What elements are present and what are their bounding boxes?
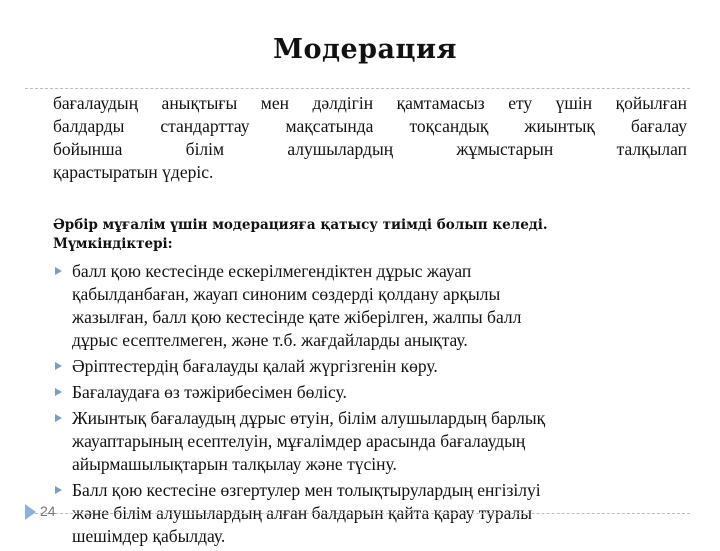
list-item-line: Жиынтық бағалаудың дұрыс өтуін, білім алушылардың барлық [72, 408, 546, 428]
definition-line: бойынша білім алушылардың жұмыстарын талқылап [53, 139, 687, 159]
list-item [53, 355, 693, 378]
benefits-heading-line: Әрбір мұғалім үшін модерацияға қатысу тиімді болып келеді. [53, 217, 548, 233]
list-item [53, 260, 693, 352]
bullet-triangle-icon [55, 362, 62, 370]
list-item-line: Әріптестердің бағалауды қалай жүргізгенін көру. [72, 356, 438, 376]
benefits-heading-line: Мүмкіндіктері: [53, 236, 173, 252]
list-item-line: Бағалаудаға өз тәжірибесімен бөлісу. [72, 382, 347, 402]
bullet-triangle-icon [55, 414, 62, 422]
slide-title: Модерация [273, 34, 457, 65]
list-item-line: жазылған, балл қою кестесінде қате жіберілген, жалпы балл [72, 307, 522, 327]
list-item-line: айырмашылықтарын талқылау және түсіну. [72, 454, 397, 474]
bullet-triangle-icon [55, 267, 62, 275]
list-item-line: шешімдер қабылдау. [72, 526, 226, 546]
definition-line: қарастыратын үдеріс. [53, 162, 214, 182]
definition-line: балдарды стандарттау мақсатында тоқсандық жиынтық бағалау [53, 116, 687, 136]
corner-triangle-icon [25, 504, 36, 520]
list-item-line: Балл қою кестесіне өзгертулер мен толықтырулардың енгізілуі [72, 480, 541, 500]
list-item-line: қабылданбаған, жауап синоним сөздерді қолдану арқылы [72, 284, 501, 304]
definition-line: бағалаудың анықтығы мен дәлдігін қамтамасыз ету үшін қойылған [53, 93, 687, 113]
list-item [53, 381, 693, 404]
definition-paragraph [53, 92, 687, 184]
list-item-line: жауаптарының есептелуін, мұғалімдер арасында бағалаудың [72, 431, 526, 451]
bullet-triangle-icon [55, 388, 62, 396]
title-divider [25, 88, 690, 89]
benefits-heading [53, 216, 548, 254]
footer-divider [25, 513, 690, 514]
list-item-line: дұрыс есептелмеген, және т.б. жағдайларды анықтау. [72, 330, 468, 350]
benefits-list [53, 260, 693, 551]
bullet-triangle-icon [55, 486, 62, 494]
page-number: 24 [40, 503, 56, 519]
list-item-line: балл қою кестесінде ескерілмегендіктен дұрыс жауап [72, 261, 472, 281]
list-item-line: және білім алушылардың алған балдарын қайта қарау туралы [72, 503, 533, 523]
list-item [53, 407, 693, 476]
